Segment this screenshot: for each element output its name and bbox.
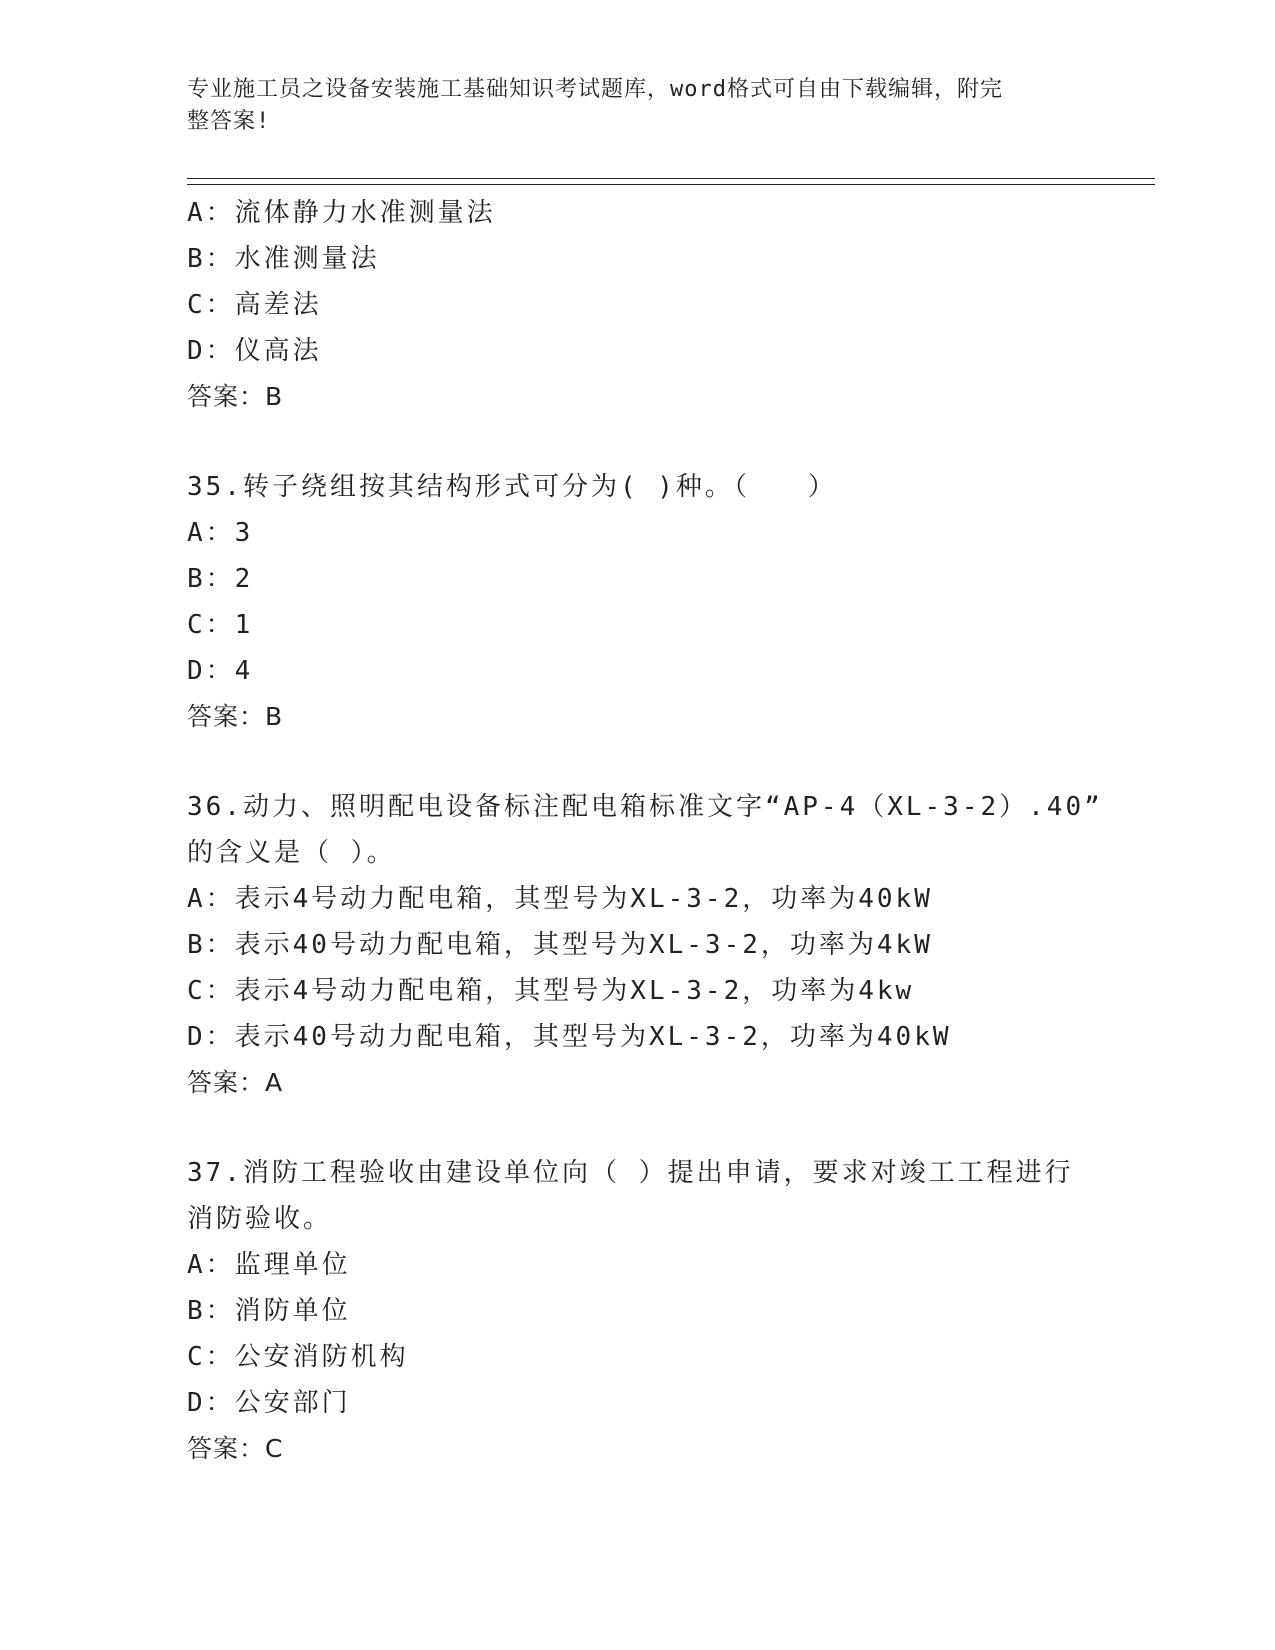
header-divider [187, 178, 1155, 185]
spacer [187, 420, 1087, 464]
header-line-1: 专业施工员之设备安装施工基础知识考试题库，word格式可自由下载编辑，附完 [187, 77, 1003, 102]
answer-label: 答案：A [187, 1068, 284, 1097]
answer-label: 答案：B [187, 702, 284, 731]
option-b: B：水准测量法 [187, 244, 380, 274]
spacer [187, 1106, 1087, 1150]
option-a: A：流体静力水准测量法 [187, 198, 496, 228]
question-stem-line-2: 的含义是（ ）。 [187, 838, 396, 868]
document-header [187, 74, 1067, 138]
option-c: C：1 [187, 610, 254, 640]
question-35 [187, 464, 1087, 740]
question-stem-line-2: 消防验收。 [187, 1204, 333, 1234]
question-list [187, 190, 1103, 1472]
option-a: A：3 [187, 518, 254, 548]
option-d: D：4 [187, 656, 254, 686]
option-a: A：监理单位 [187, 1250, 351, 1280]
answer-label: 答案：B [187, 382, 284, 411]
option-d: D：表示40号动力配电箱，其型号为XL-3-2，功率为40kW [187, 1022, 952, 1052]
question-34 [187, 190, 1087, 420]
question-37 [187, 1150, 1087, 1472]
option-b: B：2 [187, 564, 254, 594]
question-stem-line-1: 37.消防工程验收由建设单位向（ ）提出申请，要求对竣工工程进行 [187, 1158, 1074, 1188]
option-b: B：表示40号动力配电箱，其型号为XL-3-2，功率为4kW [187, 930, 933, 960]
option-d: D：仪高法 [187, 336, 322, 366]
spacer [187, 740, 1087, 784]
option-b: B：消防单位 [187, 1296, 351, 1326]
option-d: D：公安部门 [187, 1388, 351, 1418]
option-a: A：表示4号动力配电箱，其型号为XL-3-2，功率为40kW [187, 884, 933, 914]
question-stem-line-1: 36.动力、照明配电设备标注配电箱标准文字“AP-4（XL-3-2）.40” [187, 792, 1103, 822]
question-stem: 35.转子绕组按其结构形式可分为( )种。（ ） [187, 472, 837, 502]
header-line-2: 整答案! [187, 109, 271, 134]
option-c: C：公安消防机构 [187, 1342, 409, 1372]
option-c: C：高差法 [187, 290, 322, 320]
option-c: C：表示4号动力配电箱，其型号为XL-3-2，功率为4kw [187, 976, 915, 1006]
question-36 [187, 784, 1103, 1106]
answer-label: 答案：C [187, 1434, 284, 1463]
